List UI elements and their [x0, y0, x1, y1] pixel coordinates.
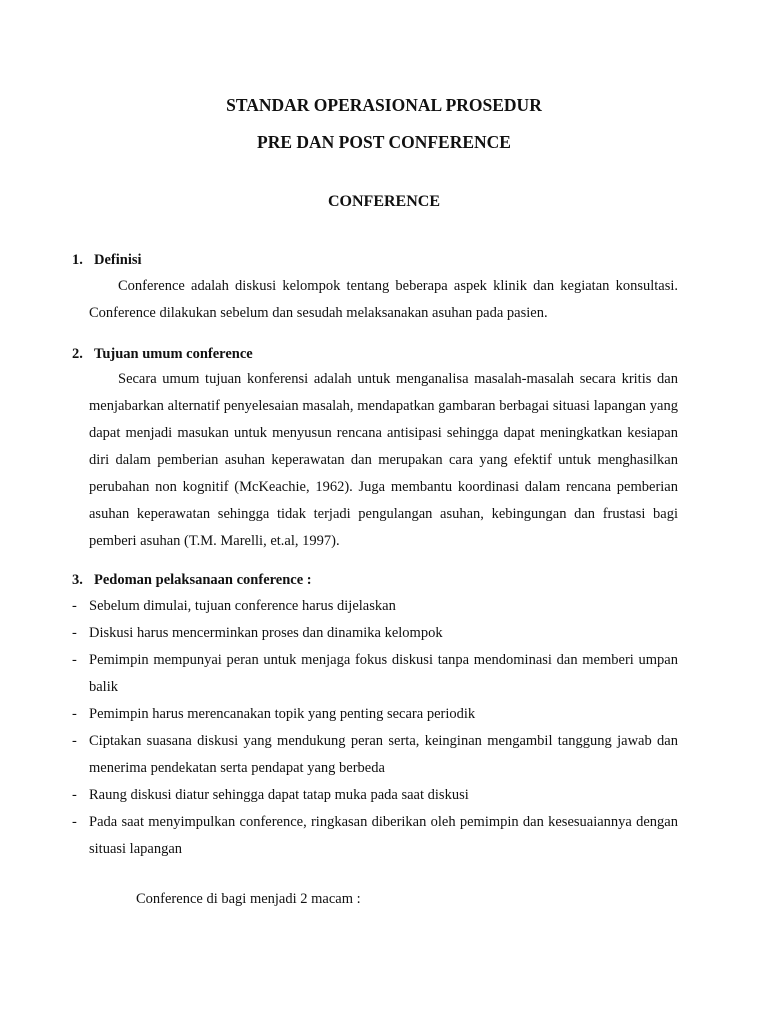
- bullet-dash: -: [72, 652, 77, 668]
- pedoman-list: [72, 593, 678, 863]
- list-item: [72, 620, 678, 647]
- list-item-text: Pada saat menyimpulkan conference, ringkasan diberikan oleh pemimpin dan kesesuaiannya dengan situasi lapangan: [89, 814, 678, 857]
- bullet-dash: -: [72, 706, 77, 722]
- list-item: [72, 701, 678, 728]
- section-heading-label: Definisi: [94, 252, 142, 268]
- definisi-paragraph: Conference adalah diskusi kelompok tentang beberapa aspek klinik dan kegiatan konsultasi. Conference dilakukan sebelum dan sesudah melaksanakan asuhan pada pasien.: [89, 278, 678, 321]
- list-item-text: Pemimpin harus merencanakan topik yang penting secara periodik: [89, 706, 476, 722]
- section-heading-tujuan: [72, 345, 253, 363]
- bullet-dash: -: [72, 787, 77, 803]
- section-heading-label: Pedoman pelaksanaan conference :: [94, 572, 312, 588]
- document-subtitle: PRE DAN POST CONFERENCE: [257, 132, 511, 152]
- section-title: CONFERENCE: [327, 193, 440, 210]
- list-item-text: Ciptakan suasana diskusi yang mendukung peran serta, keinginan mengambil tanggung jawab dan menerima pendekatan serta pendapat yang berbeda: [89, 733, 678, 776]
- bullet-dash: -: [72, 814, 77, 830]
- section-heading-label: Tujuan umum conference: [94, 346, 253, 362]
- section-number: 3.: [72, 572, 83, 588]
- list-item: [72, 782, 678, 809]
- closing-line: Conference di bagi menjadi 2 macam :: [136, 891, 361, 907]
- document-title: STANDAR OPERASIONAL PROSEDUR: [226, 95, 542, 115]
- list-item: [72, 647, 678, 701]
- list-item-text: Pemimpin mempunyai peran untuk menjaga fokus diskusi tanpa mendominasi dan memberi umpan balik: [89, 652, 678, 695]
- section-number: 1.: [72, 252, 83, 268]
- list-item: [72, 593, 678, 620]
- list-item-text: Raung diskusi diatur sehingga dapat tatap muka pada saat diskusi: [89, 787, 469, 803]
- section-heading-pedoman: [72, 571, 312, 589]
- list-item-text: Diskusi harus mencerminkan proses dan dinamika kelompok: [89, 625, 443, 641]
- list-item-text: Sebelum dimulai, tujuan conference harus dijelaskan: [89, 598, 396, 614]
- bullet-dash: -: [72, 598, 77, 614]
- list-item: [72, 809, 678, 863]
- tujuan-paragraph: Secara umum tujuan konferensi adalah untuk menganalisa masalah-masalah secara kritis dan menjabarkan alternatif penyelesaian masalah, mendapatkan gambaran berbagai situasi lapangan yang dapat menjadi masukan untuk menyusun rencana antisipasi sehingga dapat meningkatkan kesiapan diri dalam pemberian asuhan keperawatan dan merupakan cara yang efektif untuk menghasilkan perubahan non kognitif (McKeachie, 1962). Juga membantu koordinasi dalam rencana pemberian asuhan keperawatan sehingga tidak terjadi pengulangan asuhan, kebingungan dan frustasi bagi pemberi asuhan (T.M. Marelli, et.al, 1997).: [89, 371, 678, 549]
- bullet-dash: -: [72, 733, 77, 749]
- bullet-dash: -: [72, 625, 77, 641]
- list-item: [72, 728, 678, 782]
- section-number: 2.: [72, 346, 83, 362]
- section-heading-definisi: [72, 251, 142, 269]
